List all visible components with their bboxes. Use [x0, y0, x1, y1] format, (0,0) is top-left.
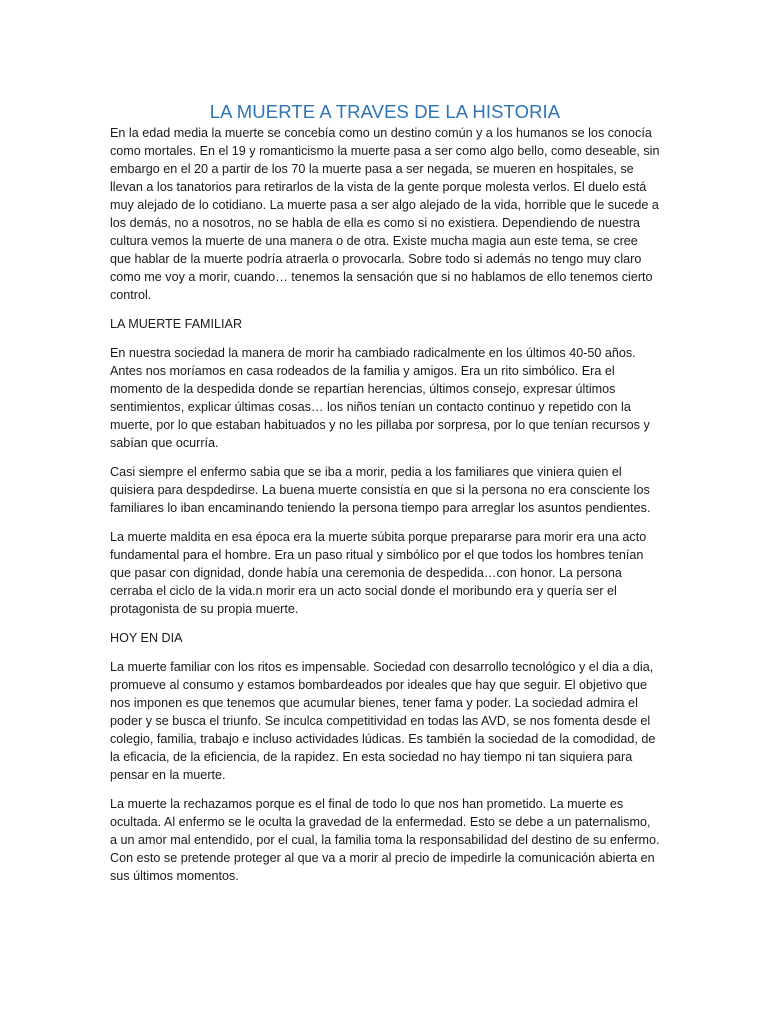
- document-page: [110, 100, 660, 896]
- paragraph: La muerte familiar con los ritos es impensable. Sociedad con desarrollo tecnológico y el dia a dia, promueve al consumo y estamos bombardeados por ideales que hay que seguir. El objetivo que nos imponen es que tenemos que acumular bienes, tener fama y poder. La sociedad admira el poder y se busca el triunfo. Se inculca competitividad en todas las AVD, se nos fomenta desde el colegio, familia, trabajo e incluso actividades lúdicas. Es también la sociedad de la comodidad, de la eficacia, de la eficiencia, de la rapidez. En esta sociedad no hay tiempo ni tan siquiera para pensar en la muerte.: [110, 660, 656, 782]
- paragraph: Casi siempre el enfermo sabia que se iba a morir, pedia a los familiares que viniera quien el quisiera para despdedirse. La buena muerte consistía en que si la persona no era consciente los familiares lo iban encaminando teniendo la persona tiempo para arreglar los asuntos pendientes.: [110, 465, 651, 515]
- intro-paragraph: En la edad media la muerte se concebía como un destino común y a los humanos se los conocía como mortales. En el 19 y romanticismo la muerte pasa a ser como algo bello, como deseable, sin embargo en el 20 a partir de los 70 la muerte pasa a ser negada, se mueren en hospitales, se llevan a los tanatorios para retirarlos de la vista de la gente porque molesta verlos. El duelo está muy alejado de lo cotidiano. La muerte pasa a ser algo alejado de la vida, horrible que le sucede a los demás, no a nosotros, no se habla de ella es como si no existiera. Dependiendo de nuestra cultura vemos la muerte de una manera o de otra. Existe mucha magia aun este tema, se cree que hablar de la muerte podría atraerla o provocarla. Sobre todo si además no tengo muy claro como me voy a morir, cuando… tenemos la sensación que si no hablamos de ello tenemos cierto control.: [110, 126, 660, 302]
- section-heading-hoy-en-dia: HOY EN DIA: [110, 631, 183, 645]
- paragraph: La muerte maldita en esa época era la muerte súbita porque prepararse para morir era una acto fundamental para el hombre. Era un paso ritual y simbólico por el que todos los hombres tenían que pasar con dignidad, donde había una ceremonia de despedida…con honor. La persona cerraba el ciclo de la vida.n morir era un acto social donde el moribundo era y quería ser el protagonista de su propia muerte.: [110, 530, 647, 616]
- paragraph: En nuestra sociedad la manera de morir ha cambiado radicalmente en los últimos 40-50 años. Antes nos moríamos en casa rodeados de la familia y amigos. Era un rito simbólico. Era el momento de la despedida donde se repartían herencias, últimos consejo, expresar últimos sentimientos, explicar últimas cosas… los niños tenían un contacto continuo y repetido con la muerte, por lo que estaban habituados y no les pillaba por sorpresa, por lo que tenían recursos y sabían que ocurría.: [110, 346, 650, 450]
- document-title: LA MUERTE A TRAVES DE LA HISTORIA: [209, 101, 561, 122]
- section-heading-muerte-familiar: LA MUERTE FAMILIAR: [110, 317, 243, 331]
- paragraph: La muerte la rechazamos porque es el final de todo lo que nos han prometido. La muerte es ocultada. Al enfermo se le oculta la gravedad de la enfermedad. Esto se debe a un paternalismo, a un amor mal entendido, por el cual, la familia toma la responsabilidad del destino de su enfermo. Con esto se pretende proteger al que va a morir al precio de impedirle la comunicación abierta en sus últimos momentos.: [110, 797, 660, 883]
